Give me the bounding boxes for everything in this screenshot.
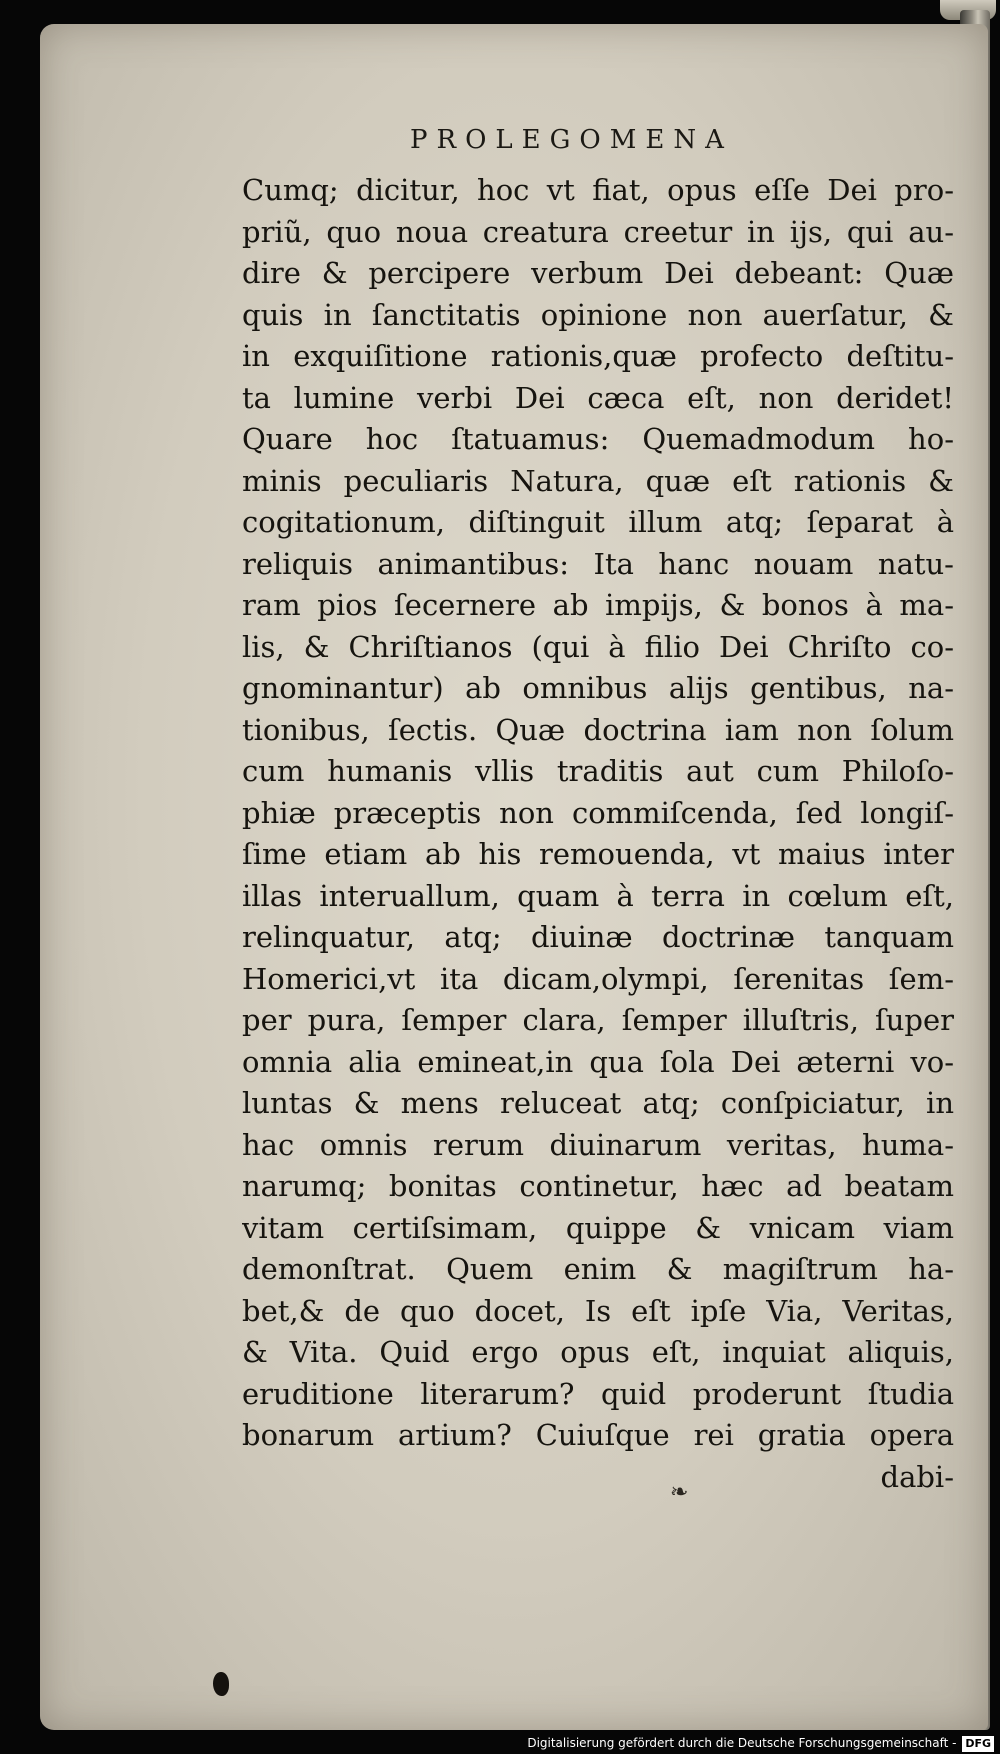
text-line: gnominantur) ab omnibus alijs gentibus, na- bbox=[242, 671, 954, 705]
catchword: dabi- bbox=[880, 1459, 954, 1494]
dfg-logo: DFG bbox=[962, 1736, 994, 1752]
text-line: ſime etiam ab his remouenda, vt maius inter bbox=[242, 837, 954, 871]
text-line: luntas & mens reluceat atq; conſpiciatur, in bbox=[242, 1086, 954, 1120]
text-line: tionibus, ſectis. Quæ doctrina iam non ſolum bbox=[242, 712, 954, 747]
text-line: bet,& de quo docet, Is eſt ipſe Via, Veritas, bbox=[242, 1293, 954, 1328]
text-line: lis, & Chriſtianos (qui à filio Dei Chriſto co- bbox=[242, 629, 954, 664]
digitization-credit bbox=[527, 1732, 994, 1754]
text-line: narumq; bonitas continetur, hæc ad beatam bbox=[242, 1169, 954, 1203]
text-line: dire & percipere verbum Dei debeant: Quæ bbox=[242, 256, 954, 290]
text-line: hac omnis rerum diuinarum veritas, huma- bbox=[242, 1127, 954, 1162]
text-line: omnia alia emineat,in qua ſola Dei æterni vo- bbox=[242, 1044, 954, 1079]
text-line: priũ, quo noua creatura creetur in ijs, qui au- bbox=[242, 214, 954, 249]
text-line: per pura, ſemper clara, ſemper illuſtris, ſuper bbox=[242, 1003, 954, 1037]
text-line: eruditione literarum? quid proderunt ſtudia bbox=[242, 1376, 954, 1411]
text-line: vitam certiſsimam, quippe & vnicam viam bbox=[242, 1210, 954, 1245]
text-line: in exquiſitione rationis,quæ profecto deſtitu- bbox=[242, 339, 954, 373]
text-line: demonſtrat. Quem enim & magiſtrum ha- bbox=[242, 1252, 954, 1286]
text-line: bonarum artium? Cuiuſque rei gratia opera bbox=[242, 1418, 954, 1452]
ink-blot bbox=[213, 1672, 229, 1696]
text-line: cum humanis vllis traditis aut cum Philoſo- bbox=[242, 754, 954, 788]
text-line: Quare hoc ſtatuamus: Quemadmodum ho- bbox=[242, 422, 954, 456]
text-line: ram pios ſecernere ab impijs, & bonos à ma- bbox=[242, 588, 954, 622]
text-line: Cumq; dicitur, hoc vt fiat, opus eſſe Dei pro- bbox=[242, 173, 954, 207]
text-line: Homerici,vt ita dicam,olympi, ſerenitas ſem- bbox=[242, 961, 954, 996]
text-line: phiæ præceptis non commiſcenda, ſed longiſ- bbox=[242, 795, 954, 830]
text-line: reliquis animantibus: Ita hanc nouam natu- bbox=[242, 546, 954, 581]
credit-text: Digitalisierung gefördert durch die Deutsche Forschungsgemeinschaft - bbox=[527, 1736, 957, 1750]
text-line: ta lumine verbi Dei cæca eſt, non deridet! bbox=[242, 380, 954, 415]
text-line: minis peculiaris Natura, quæ eſt rationis & bbox=[242, 463, 954, 498]
text-line: cogitationum, diſtinguit illum atq; ſeparat à bbox=[242, 505, 954, 539]
body-text bbox=[242, 170, 954, 1498]
text-line: relinquatur, atq; diuinæ doctrinæ tanquam bbox=[242, 920, 954, 954]
text-line: & Vita. Quid ergo opus eſt, inquiat aliquis, bbox=[242, 1335, 954, 1369]
running-title: PROLEGOMENA bbox=[410, 125, 733, 155]
ornament-mark: ❧ bbox=[670, 1480, 689, 1505]
text-line: illas interuallum, quam à terra in cœlum eſt, bbox=[242, 878, 954, 913]
text-line: quis in ſanctitatis opinione non auerſatur, & bbox=[242, 297, 954, 332]
